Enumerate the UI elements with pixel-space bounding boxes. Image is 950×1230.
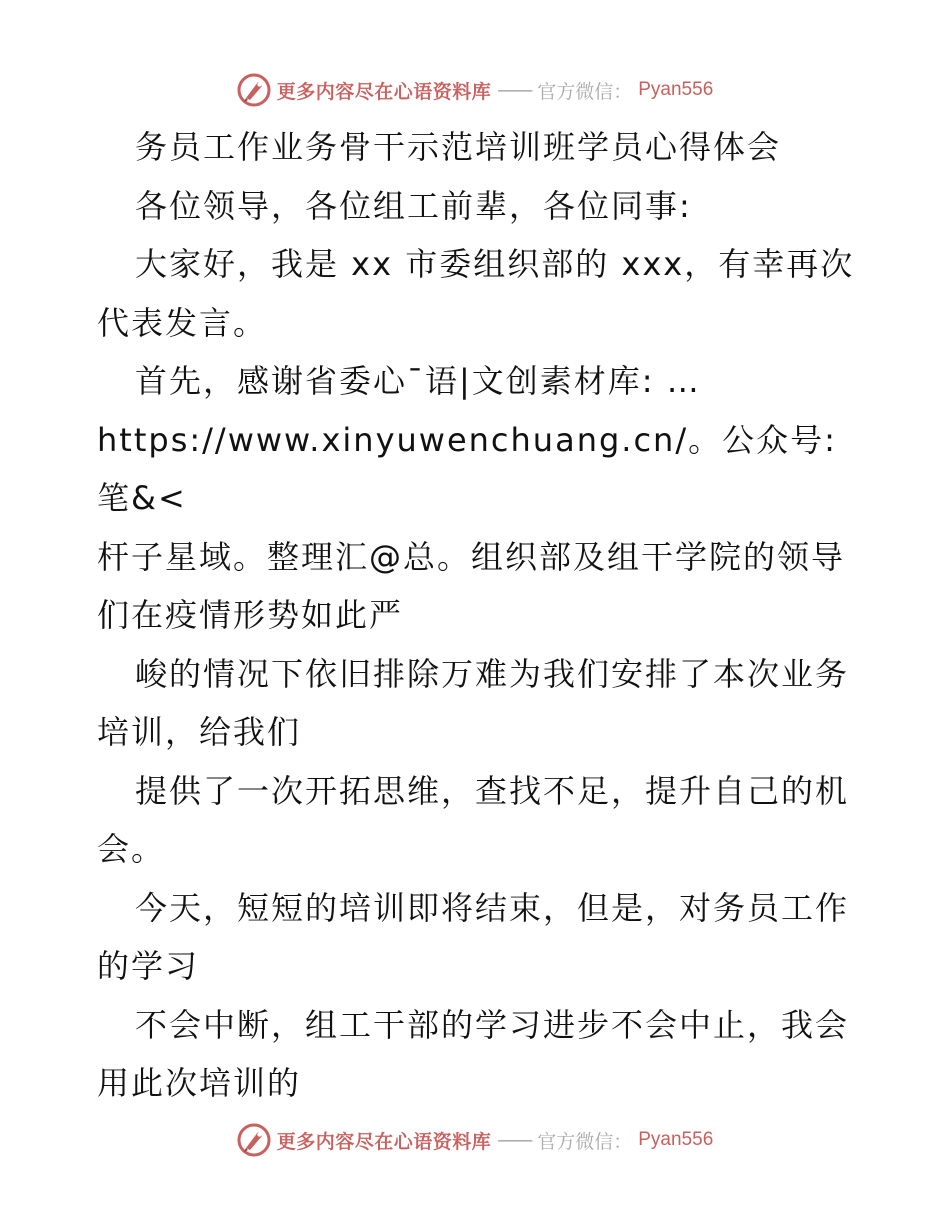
watermark-dash: —— [497, 79, 532, 101]
watermark-wechat-id: Pyan556 [638, 1129, 714, 1150]
document-line: 杆子星域。整理汇@总。组织部及组干学院的领导 [97, 537, 846, 576]
document-line: 各位领导，各位组工前辈，各位同事: [135, 186, 692, 225]
document-line: 今天，短短的培训即将结束，但是，对务员工作 [135, 888, 850, 927]
document-line: 们在疫情形势如此严 [97, 596, 404, 634]
watermark-lead-text: 更多内容尽在心语资料库 [276, 1130, 492, 1153]
pen-nib-logo-icon [237, 73, 271, 107]
document-line: 代表发言。 [97, 303, 268, 342]
document-line: 培训，给我们 [97, 713, 302, 751]
document-line: 峻的情况下依旧排除万难为我们安排了本次业务 [135, 654, 850, 693]
watermark-official-label: 官方微信： [537, 1130, 633, 1153]
document-line: 不会中断，组工干部的学习进步不会中止，我会 [135, 1005, 850, 1044]
document-body [97, 118, 855, 1113]
document-line: 用此次培训的 [97, 1064, 302, 1102]
watermark-lead-text: 更多内容尽在心语资料库 [276, 80, 492, 103]
document-line: 首先，感谢省委心¯语|文创素材库: … [135, 362, 701, 400]
watermark-official-label: 官方微信： [537, 80, 633, 103]
document-line: 的学习 [97, 947, 200, 985]
watermark-dash: —— [497, 1129, 532, 1151]
document-line: 大家好，我是 xx 市委组织部的 xxx，有幸再次 [135, 245, 855, 283]
footer-watermark [0, 1118, 950, 1162]
document-line: 会。 [97, 830, 166, 868]
document-line: https://www.xinyuwenchuang.cn/。公众号: 笔&< [97, 420, 850, 517]
pen-nib-logo-icon [237, 1123, 271, 1157]
document-title: 务员工作业务骨干示范培训班学员心得体会 [135, 128, 782, 166]
watermark-wechat-id: Pyan556 [638, 79, 714, 100]
document-line: 提供了一次开拓思维，查找不足，提升自己的机 [135, 771, 850, 810]
header-watermark [0, 68, 950, 112]
